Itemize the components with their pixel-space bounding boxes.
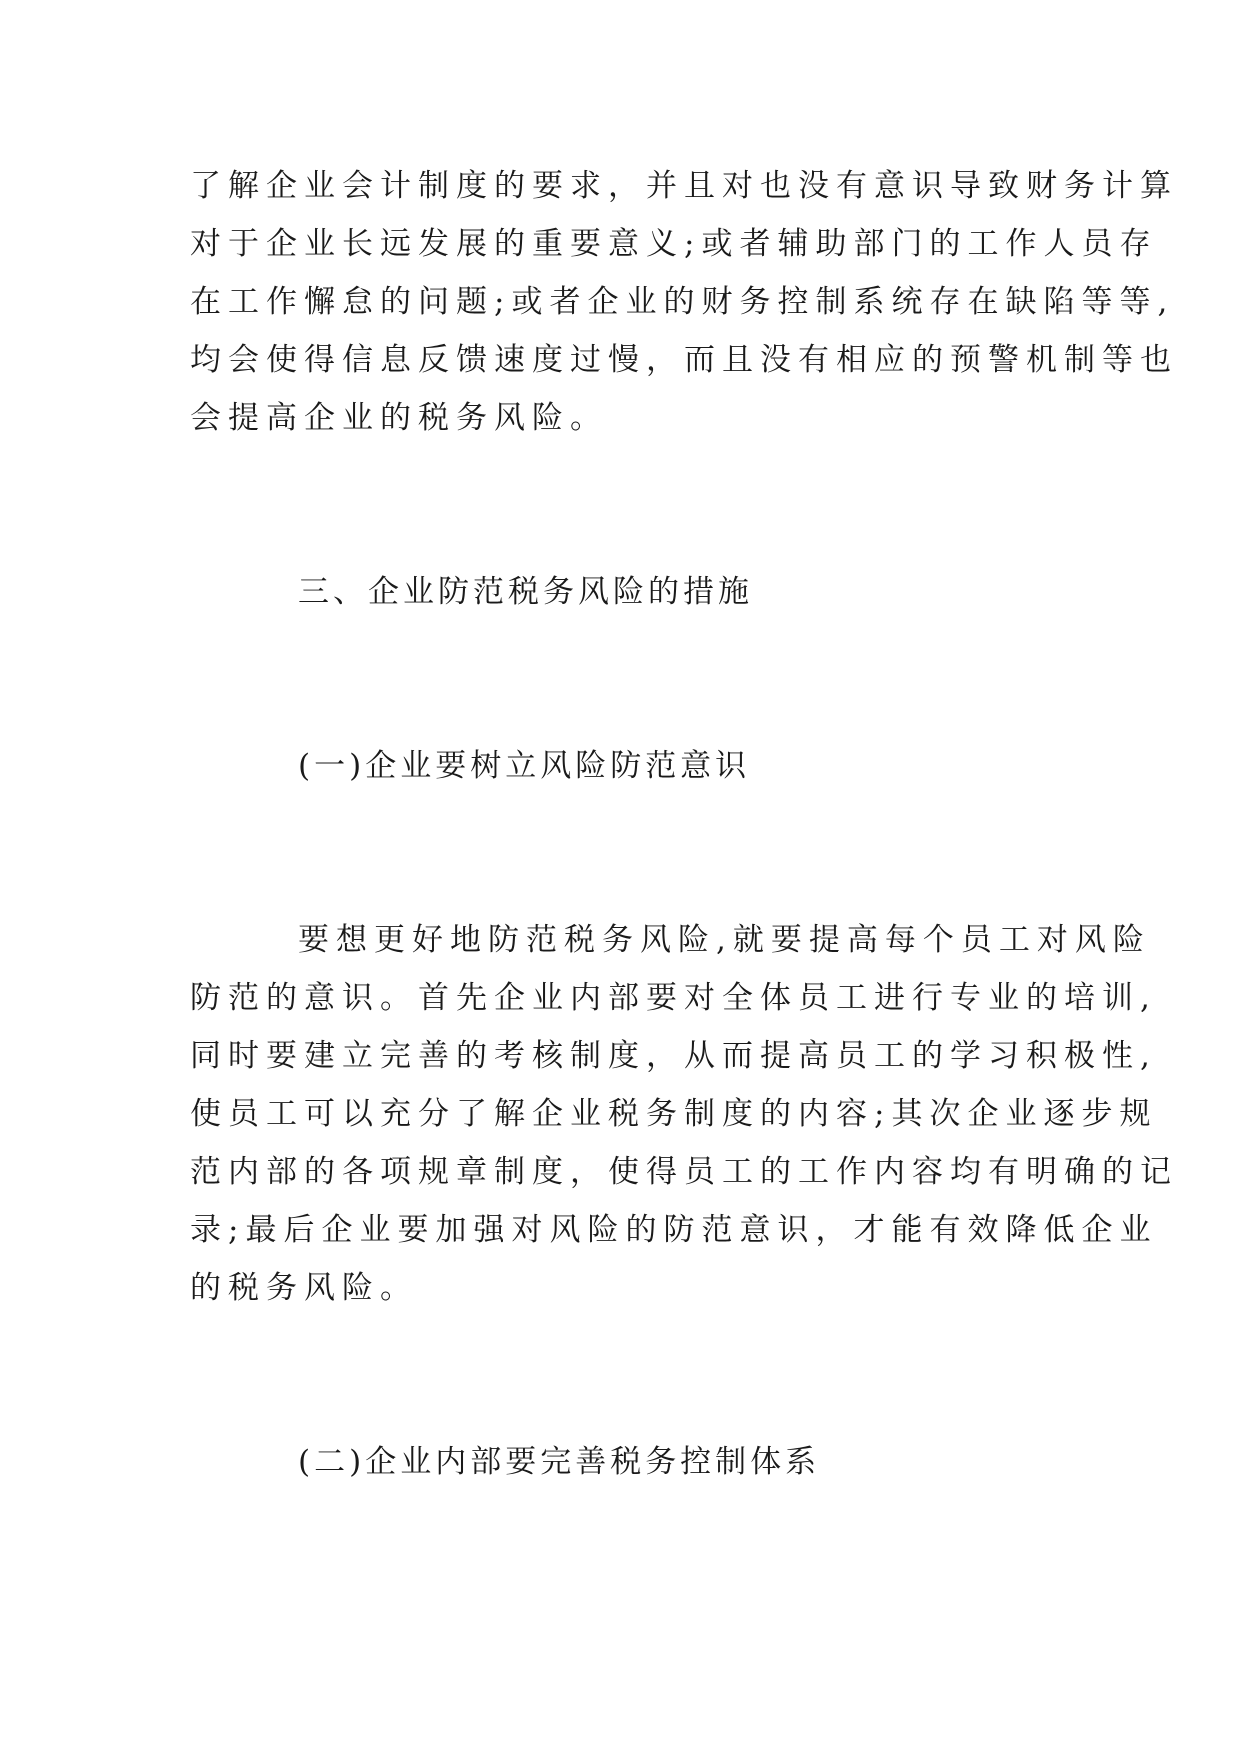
paragraph-line: 使员工可以充分了解企业税务制度的内容;其次企业逐步规 [190,1096,1158,1132]
subsection-heading: (二)企业内部要完善税务控制体系 [298,1444,821,1480]
paragraph-line: 在工作懈怠的问题;或者企业的财务控制系统存在缺陷等等, [190,284,1175,320]
subsection-heading: (一)企业要树立风险防范意识 [298,748,751,784]
paragraph-line: 范内部的各项规章制度，使得员工的工作内容均有明确的记 [190,1154,1178,1190]
paragraph-line: 的税务风险。 [190,1270,418,1306]
paragraph-line: 录;最后企业要加强对风险的防范意识，才能有效降低企业 [190,1212,1158,1248]
paragraph-line: 了解企业会计制度的要求，并且对也没有意识导致财务计算 [190,168,1178,204]
paragraph-line: 要想更好地防范税务风险,就要提高每个员工对风险 [298,922,1151,958]
paragraph-line: 均会使得信息反馈速度过慢，而且没有相应的预警机制等也 [190,342,1178,378]
paragraph-line: 同时要建立完善的考核制度，从而提高员工的学习积极性, [190,1038,1157,1074]
paragraph-line: 对于企业长远发展的重要意义;或者辅助部门的工作人员存 [190,226,1158,262]
section-heading: 三、企业防范税务风险的措施 [298,574,753,610]
paragraph-line: 防范的意识。首先企业内部要对全体员工进行专业的培训, [190,980,1157,1016]
paragraph-line: 会提高企业的税务风险。 [190,400,608,436]
